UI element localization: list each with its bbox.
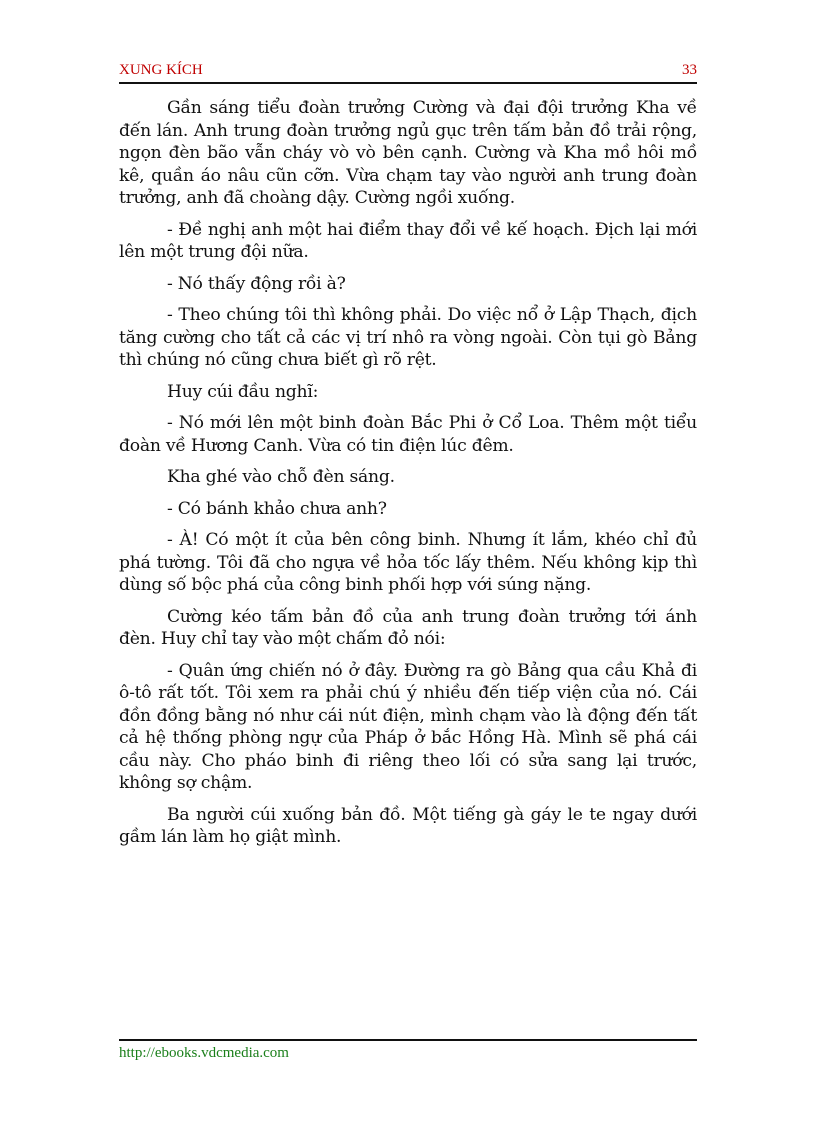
paragraph: - Quân ứng chiến nó ở đây. Đường ra gò Bảng qua cầu Khả đi ô-tô rất tốt. Tôi xem ra phải chú ý nhiều đến tiếp viện của nó. Cái đồn đồng bằng nó như cái nút điện, mình chạm vào là động đến tất cả hệ thống phòng ngự của Pháp ở bắc Hồng Hà. Mình sẽ phá cái cầu này. Cho pháo binh đi riêng theo lối có sửa sang lại trước, không sợ chậm. [119,660,697,793]
paragraph: - Có bánh khảo chưa anh? [167,498,387,519]
footer-url[interactable]: http://ebooks.vdcmedia.com [119,1045,289,1061]
footer-divider [119,1039,697,1041]
header-divider [119,82,697,84]
page-number: 33 [682,62,697,78]
paragraph: Cường kéo tấm bản đồ của anh trung đoàn trưởng tới ánh đèn. Huy chỉ tay vào một chấm đỏ nói: [119,606,697,649]
paragraph: - À! Có một ít của bên công binh. Nhưng ít lắm, khéo chỉ đủ phá tường. Tôi đã cho ngựa về hỏa tốc lấy thêm. Nếu không kịp thì dùng số bộc phá của công binh phối hợp với súng nặng. [119,530,697,595]
body-text [119,97,697,858]
running-header [119,62,697,82]
paragraph: Kha ghé vào chỗ đèn sáng. [167,467,395,487]
paragraph: - Nó mới lên một binh đoàn Bắc Phi ở Cổ Loa. Thêm một tiểu đoàn về Hương Canh. Vừa có tin điện lúc đêm. [119,413,697,456]
paragraph: - Nó thấy động rồi à? [167,273,346,294]
paragraph: Huy cúi đầu nghĩ: [167,381,319,402]
chapter-title: XUNG KÍCH [119,62,203,78]
paragraph: - Đề nghị anh một hai điểm thay đổi về kế hoạch. Địch lại mới lên một trung đội nữa. [119,219,697,262]
paragraph: Gần sáng tiểu đoàn trưởng Cường và đại đội trưởng Kha về đến lán. Anh trung đoàn trưởng ngủ gục trên tấm bản đồ trải rộng, ngọn đèn bão vẫn cháy vò vò bên cạnh. Cường và Kha mồ hôi mồ kê, quần áo nâu cũn cỡn. Vừa chạm tay vào người anh trung đoàn trưởng, anh đã choàng dậy. Cường ngồi xuống. [119,98,697,208]
paragraph: Ba người cúi xuống bản đồ. Một tiếng gà gáy le te ngay dưới gầm lán làm họ giật mình. [119,804,697,847]
paragraph: - Theo chúng tôi thì không phải. Do việc nổ ở Lập Thạch, địch tăng cường cho tất cả các vị trí nhô ra vòng ngoài. Còn tụi gò Bảng thì chúng nó cũng chưa biết gì rõ rệt. [119,305,697,370]
